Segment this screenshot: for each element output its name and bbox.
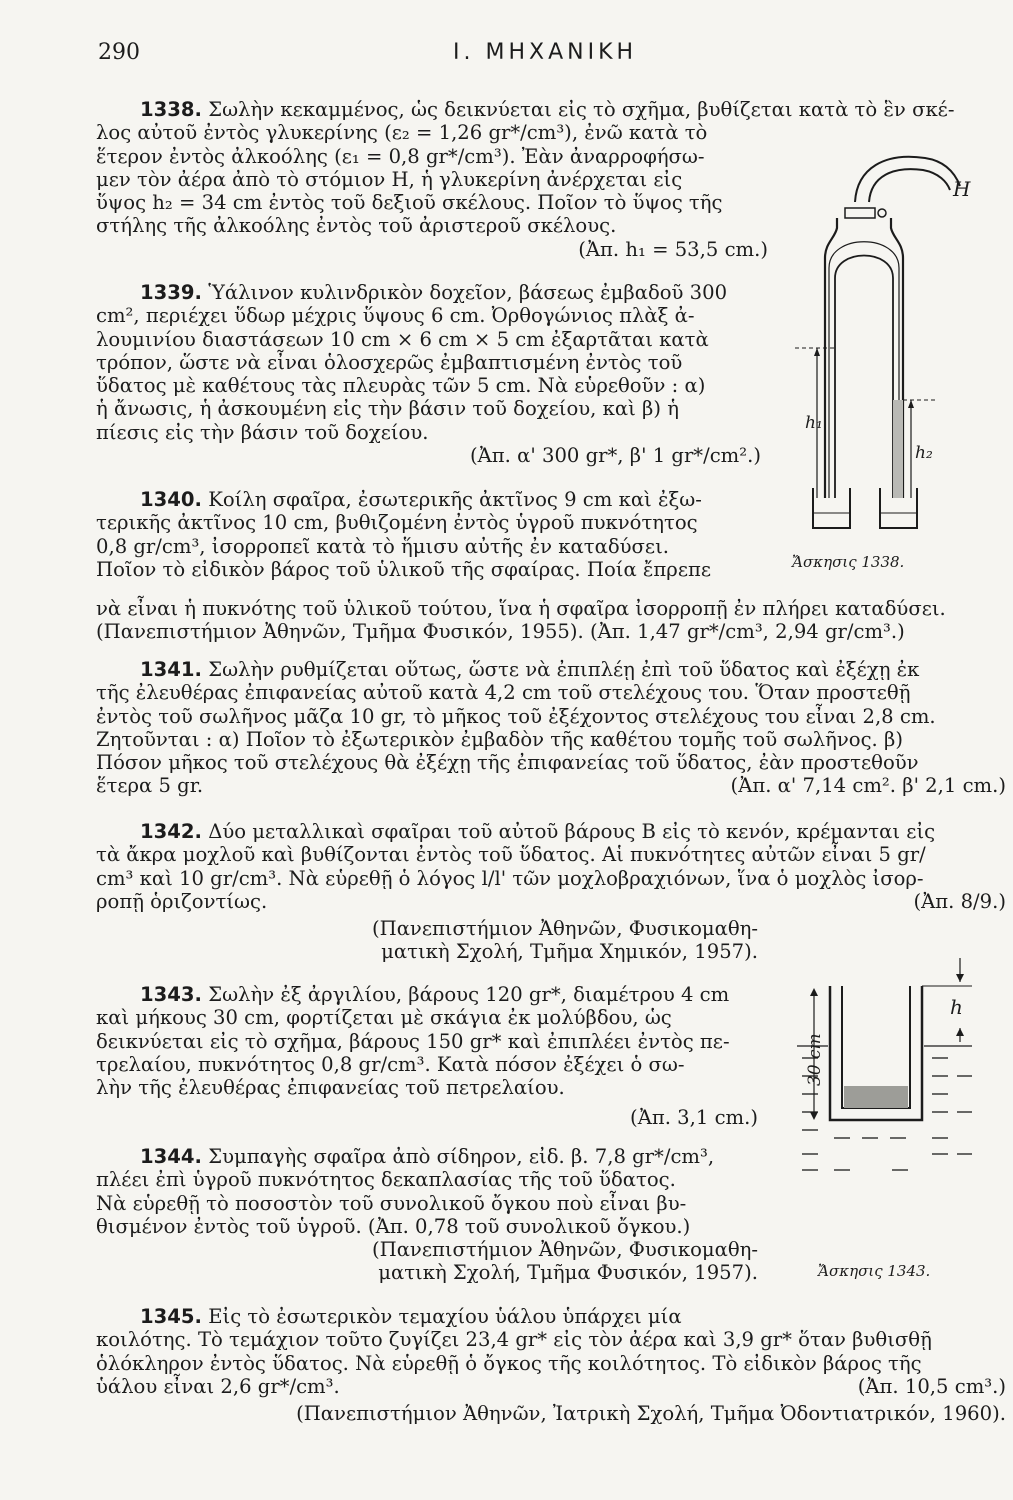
text-line: λουμινίου διαστάσεων 10 cm × 6 cm × 5 cm ἐξαρτᾶται κατὰ <box>96 327 709 351</box>
text-line: Νὰ εὑρεθῇ τὸ ποσοστὸν τοῦ συνολικοῦ ὄγκου ποὺ εἶναι βυ- <box>96 1191 687 1215</box>
answer: (Ἀπ. α' 7,14 cm². β' 2,1 cm.) <box>730 774 1006 798</box>
figure-1343-caption: Ἄσκησις 1343. <box>818 1262 931 1280</box>
problem-1339 <box>96 281 761 467</box>
source-line: (Πανεπιστήμιον Ἀθηνῶν, Φυσικομαθη- <box>371 917 758 940</box>
text-line: Πόσον μῆκος τοῦ στελέχους θὰ ἐξέχῃ τῆς ἐπιφανείας τοῦ ὕδατος, ἐὰν προστεθοῦν <box>96 751 919 775</box>
text-line: Σωλὴν ἐξ ἀργιλίου, βάρους 120 gr*, διαμέτρου 4 cm <box>208 983 730 1006</box>
label-h1: h₁ <box>805 413 823 433</box>
problem-1344 <box>96 1145 758 1285</box>
text-line: cm², περιέχει ὕδωρ μέχρις ὕψους 6 cm. Ὀρθογώνιος πλὰξ ἀ- <box>96 304 695 328</box>
problem-number: 1341. <box>140 658 202 681</box>
text-line: θισμένον ἐντὸς τοῦ ὑγροῦ. (Ἀπ. 0,78 τοῦ συνολικοῦ ὄγκου.) <box>96 1214 691 1238</box>
text-line: ἐντὸς τοῦ σωλῆνος μᾶζα 10 gr, τὸ μῆκος τοῦ ἐξέχοντος στελέχους του εἶναι 2,8 cm. <box>96 704 936 728</box>
text-line: ἕτερον ἐντὸς ἀλκοόλης (ε₁ = 0,8 gr*/cm³). Ἐὰν ἀναρροφήσω- <box>96 144 705 168</box>
answer: (Ἀπ. 10,5 cm³.) <box>857 1374 1006 1398</box>
text-line: Δύο μεταλλικαὶ σφαῖραι τοῦ αὐτοῦ βάρους Β εἰς τὸ κενόν, κρέμανται εἰς <box>208 820 936 843</box>
figure-1343-diagram <box>772 958 982 1218</box>
figure-1338-diagram <box>795 128 995 568</box>
problem-number: 1338. <box>140 98 202 121</box>
answer: (Ἀπ. α' 300 gr*, β' 1 gr*/cm².) <box>470 444 761 468</box>
text-line: τὰ ἄκρα μοχλοῦ καὶ βυθίζονται ἐντὸς τοῦ ὕδατος. Αἱ πυκνότητες αὐτῶν εἶναι 5 gr/ <box>96 843 926 867</box>
text-line: ὕψος h₂ = 34 cm ἐντὸς τοῦ δεξιοῦ σκέλους. Ποῖον τὸ ὕψος τῆς <box>96 191 723 215</box>
text-line: δεικνύεται εἰς τὸ σχῆμα, βάρους 150 gr* καὶ ἐπιπλέει ἐντὸς πε- <box>96 1029 730 1053</box>
problem-1338 <box>96 98 1006 121</box>
problem-1340 <box>96 488 768 581</box>
text-line: νὰ εἶναι ἡ πυκνότης τοῦ ὑλικοῦ τούτου, ἵνα ἡ σφαῖρα ἰσορροπῇ ἐν πλήρει καταδύσει. <box>96 597 946 620</box>
answer: (Ἀπ. h₁ = 53,5 cm.) <box>578 237 768 261</box>
problem-number: 1345. <box>140 1305 202 1328</box>
label-H: H <box>953 177 971 201</box>
source-line: (Πανεπιστήμιον Ἀθηνῶν, Ἰατρικὴ Σχολή, Τμῆμα Ὀδοντιατρικόν, 1960). <box>296 1402 1006 1426</box>
text-line: τρελαίου, πυκνότητος 0,8 gr/cm³. Κατὰ πόσον ἐξέχει ὁ σω- <box>96 1052 685 1076</box>
source-line: ματικὴ Σχολή, Τμῆμα Φυσικόν, 1957). <box>378 1261 758 1285</box>
text-line: ὁλόκληρον ἐντὸς ὕδατος. Νὰ εὑρεθῇ ὁ ὄγκος τῆς κοιλότητος. Τὸ εἰδικὸν βάρος τῆς <box>96 1351 922 1375</box>
source-line: ματικὴ Σχολή, Τμῆμα Χημικόν, 1957). <box>381 940 758 964</box>
text-line: πίεσις εἰς τὴν βάσιν τοῦ δοχείου. <box>96 420 429 444</box>
text-line: ὑάλου εἶναι 2,6 gr*/cm³. <box>96 1374 340 1398</box>
text-line: 0,8 gr/cm³, ἰσορροπεῖ κατὰ τὸ ἥμισυ αὐτῆς ἐν καταδύσει. <box>96 534 669 558</box>
label-h: h <box>950 995 963 1019</box>
text-line: Σωλὴν κεκαμμένος, ὡς δεικνύεται εἰς τὸ σχῆμα, βυθίζεται κατὰ τὸ ἓν σκέ- <box>208 98 955 121</box>
source-answer: (Πανεπιστήμιον Ἀθηνῶν, Τμῆμα Φυσικόν, 1955). (Ἀπ. 1,47 gr*/cm³, 2,94 gr/cm³.) <box>96 620 905 644</box>
page-number: 290 <box>98 40 140 65</box>
text-line: κοιλότης. Τὸ τεμάχιον τοῦτο ζυγίζει 23,4 gr* εἰς τὸν ἀέρα καὶ 3,9 gr* ὅταν βυθισθῇ <box>96 1328 932 1352</box>
source-line: (Πανεπιστήμιον Ἀθηνῶν, Φυσικομαθη- <box>371 1238 758 1262</box>
text-line: Συμπαγὴς σφαῖρα ἀπὸ σίδηρον, εἰδ. β. 7,8 gr*/cm³, <box>208 1145 715 1168</box>
text-line: ἕτερα 5 gr. <box>96 774 204 798</box>
text-line: τῆς ἐλευθέρας ἐπιφανείας αὐτοῦ κατὰ 4,2 cm τοῦ στελέχους του. Ὅταν προστεθῇ <box>96 681 911 705</box>
text-line: Ὑάλινον κυλινδρικὸν δοχεῖον, βάσεως ἐμβαδοῦ 300 <box>208 281 728 304</box>
problem-number: 1342. <box>140 820 202 843</box>
problem-number: 1340. <box>140 488 202 511</box>
problem-1342-source <box>96 917 758 964</box>
problem-1342 <box>96 820 1006 913</box>
problem-1341 <box>96 658 1006 798</box>
problem-number: 1343. <box>140 983 202 1006</box>
text-line: λὴν τῆς ἐλευθέρας ἐπιφανείας τοῦ πετρελαίου. <box>96 1076 565 1100</box>
text-line: τρόπον, ὥστε νὰ εἶναι ὁλοσχερῶς ἐμβαπτισμένη ἐντὸς τοῦ <box>96 350 683 374</box>
text-line: στήλης τῆς ἀλκοόλης ἐντὸς τοῦ ἀριστεροῦ σκέλους. <box>96 214 617 238</box>
problem-number: 1339. <box>140 281 202 304</box>
problem-1340-tail <box>96 597 1006 644</box>
problem-1338-body <box>96 121 768 261</box>
text-line: Ποῖον τὸ εἰδικὸν βάρος τοῦ ὑλικοῦ τῆς σφαίρας. Ποία ἔπρεπε <box>96 557 711 581</box>
text-line: ἡ ἄνωσις, ἡ ἀσκουμένη εἰς τὴν βάσιν τοῦ δοχείου, καὶ β) ἡ <box>96 397 679 421</box>
label-30cm: 30 cm <box>805 1033 825 1086</box>
answer: (Ἀπ. 8/9.) <box>913 889 1006 913</box>
text-line: Ζητοῦνται : α) Ποῖον τὸ ἐξωτερικὸν ἐμβαδὸν τῆς καθέτου τομῆς τοῦ σωλῆνος. β) <box>96 727 903 751</box>
text-line: καὶ μήκους 30 cm, φορτίζεται μὲ σκάγια ἐκ μολύβδου, ὡς <box>96 1006 672 1030</box>
problem-1345 <box>96 1305 1006 1425</box>
text-line: Κοίλη σφαῖρα, ἐσωτερικῆς ἀκτῖνος 9 cm καὶ ἐξω- <box>208 488 702 511</box>
text-line: λος αὐτοῦ ἐντὸς γλυκερίνης (ε₂ = 1,26 gr*/cm³), ἐνῶ κατὰ τὸ <box>96 121 708 145</box>
text-line: πλέει ἐπὶ ὑγροῦ πυκνότητος δεκαπλασίας τῆς τοῦ ὕδατος. <box>96 1168 676 1192</box>
text-line: μεν τὸν ἀέρα ἀπὸ τὸ στόμιον Η, ἡ γλυκερίνη ἀνέρχεται εἰς <box>96 167 683 191</box>
text-line: ροπῇ ὁριζοντίως. <box>96 889 268 913</box>
running-title: Ι. ΜΗΧΑΝΙΚΗ <box>453 40 638 65</box>
text-line: τερικῆς ἀκτῖνος 10 cm, βυθιζομένη ἐντὸς ὑγροῦ πυκνότητος <box>96 511 698 535</box>
text-line: Εἰς τὸ ἐσωτερικὸν τεμαχίου ὑάλου ὑπάρχει μία <box>208 1305 682 1328</box>
problem-1343 <box>96 983 758 1130</box>
label-h2: h₂ <box>915 443 933 463</box>
text-line: Σωλὴν ρυθμίζεται οὕτως, ὥστε νὰ ἐπιπλέῃ ἐπὶ τοῦ ὕδατος καὶ ἐξέχῃ ἐκ <box>208 658 920 681</box>
figure-1338-caption: Ἄσκησις 1338. <box>792 553 905 571</box>
text-line: cm³ καὶ 10 gr/cm³. Νὰ εὑρεθῇ ὁ λόγος l/l' τῶν μοχλοβραχιόνων, ἵνα ὁ μοχλὸς ἰσορ- <box>96 866 924 890</box>
answer: (Ἀπ. 3,1 cm.) <box>630 1106 758 1130</box>
problem-number: 1344. <box>140 1145 202 1168</box>
text-line: ὕδατος μὲ καθέτους τὰς πλευρὰς τῶν 5 cm. Νὰ εὑρεθοῦν : α) <box>96 374 706 398</box>
